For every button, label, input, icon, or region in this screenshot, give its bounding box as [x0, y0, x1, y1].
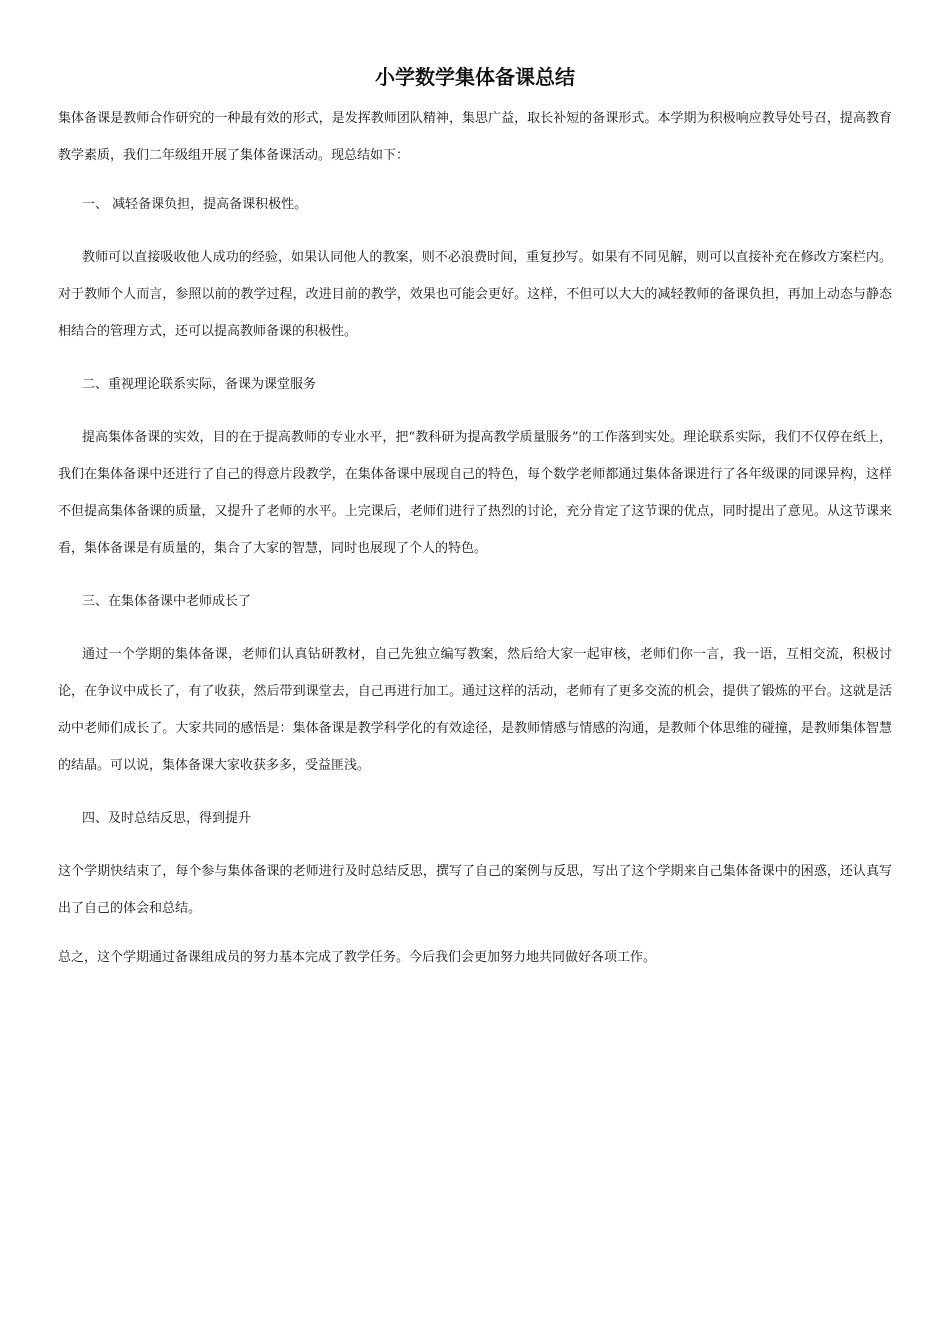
conclusion-paragraph: 总之，这个学期通过备课组成员的努力基本完成了教学任务。今后我们会更加努力地共同做好各项工作。 — [58, 950, 657, 965]
section-heading-2: 二、重视理论联系实际，备课为课堂服务 — [82, 377, 317, 392]
section-body-2: 提高集体备课的实效，目的在于提高教师的专业水平，把“教科研为提高教学质量服务”的工作落到实处。理论联系实际，我们不仅停在纸上，我们在集体备课中还进行了自己的得意片段教学，在集体备课中展现自己的特色，每个数学老师都通过集体备课进行了各年级课的同课异构，这样不但提高集体备课的质量，又提升了老师的水平。上完课后，老师们进行了热烈的讨论，充分肯定了这节课的优点，同时提出了意见。从这节课来看，集体备课是有质量的，集合了大家的智慧，同时也展现了个人的特色。 — [58, 430, 892, 556]
section-heading-1: 一、 减轻备课负担，提高备课积极性。 — [82, 197, 308, 212]
spacer — [58, 620, 892, 636]
section-body-4: 这个学期快结束了，每个参与集体备课的老师进行及时总结反思，撰写了自己的案例与反思，写出了这个学期来自己集体备课中的困惑，还认真写出了自己的体会和总结。 — [58, 864, 892, 916]
spacer — [58, 350, 892, 366]
document-title: 小学数学集体备课总结 — [375, 65, 575, 89]
spacer — [58, 784, 892, 800]
spacer — [58, 223, 892, 239]
section-body-3: 通过一个学期的集体备课，老师们认真钻研教材，自己先独立编写教案，然后给大家一起审核，老师们你一言，我一语，互相交流，积极讨论，在争议中成长了，有了收获，然后带到课堂去，自己再进行加工。通过这样的活动，老师有了更多交流的机会，提供了锻炼的平台。这就是活动中老师们成长了。大家共同的感悟是：集体备课是教学科学化的有效途径，是教师情感与情感的沟通，是教师个体思维的碰撞，是教师集体智慧的结晶。可以说，集体备课大家收获多多，受益匪浅。 — [58, 647, 892, 773]
section-heading-3: 三、在集体备课中老师成长了 — [82, 594, 252, 609]
section-heading-4: 四、及时总结反思，得到提升 — [82, 811, 252, 826]
section-body-1: 教师可以直接吸收他人成功的经验，如果认同他人的教案，则不必浪费时间，重复抄写。如果有不同见解，则可以直接补充在修改方案栏内。对于教师个人而言，参照以前的教学过程，改进目前的教学，效果也可能会更好。这样，不但可以大大的减轻教师的备课负担，再加上动态与静态相结合的管理方式，还可以提高教师备课的积极性。 — [58, 250, 892, 339]
spacer — [58, 403, 892, 419]
intro-paragraph: 集体备课是教师合作研究的一种最有效的形式，是发挥教师团队精神，集思广益，取长补短的备课形式。本学期为积极响应教导处号召，提高教育教学素质，我们二年级组开展了集体备课活动。现总结如下： — [58, 111, 892, 163]
spacer — [58, 837, 892, 853]
spacer — [58, 174, 892, 186]
spacer — [58, 927, 892, 939]
spacer — [58, 567, 892, 583]
document-page — [58, 62, 892, 976]
